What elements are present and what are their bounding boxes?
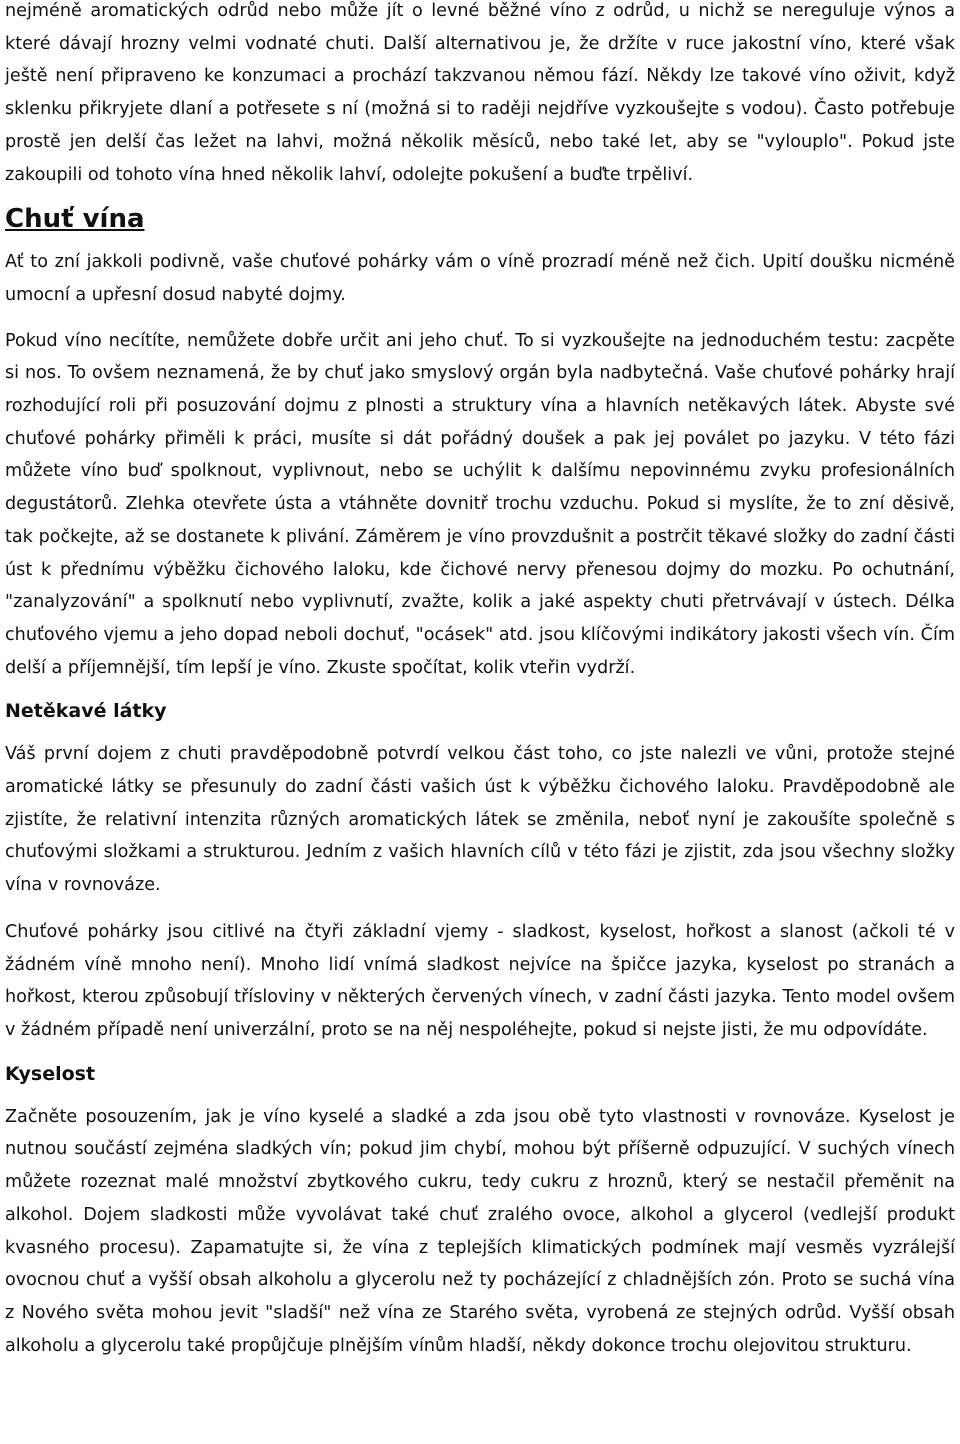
paragraph-gap — [5, 1047, 955, 1058]
paragraph-gap — [5, 727, 955, 738]
nonvolatile-paragraph-2: Chuťové pohárky jsou citlivé na čtyři základní vjemy - sladkost, kyselost, hořkost a slanost (ačkoli té v žádném víně mnoho není). Mnoho lidí vnímá sladkost nejvíce na špičce jazyka, kyselost po stranách a hořkost, kterou způsobují třísloviny v některých červených vínech, v zadní části jazyka. Tento model ovšem v žádném případě není univerzální, proto se na něj nespoléhejte, pokud si nejste jisti, že mu odpovídáte. — [5, 921, 955, 1040]
acidity-paragraph-1: Začněte posouzením, jak je víno kyselé a sladké a zda jsou obě tyto vlastnosti v rovnováze. Kyselost je nutnou součástí zejména sladkých vín; pokud jim chybí, mohou být příšerně odpuzující. V suchých vínech můžete rozeznat malé množství zbytkového cukru, tedy cukru z hroznů, který se nestačil přeměnit na alkohol. Dojem sladkosti může vyvolávat také chuť zralého ovoce, alkohol a glycerol (vedlejší produkt kvasného procesu). Zapamatujte si, že vína z teplejších klimatických podmínek mají vesměs vyzrálejší ovocnou chuť a vyšší obsah alkoholu a glycerolu než ty pocházející z chladnějších zón. Proto se suchá vína z Nového světa mohou jevit "sladší" než vína ze Starého světa, vyrobená ze stejných odrůd. Vyšší obsah alkoholu a glycerolu také propůjčuje plnějším vínům hladší, někdy dokonce trochu olejovitou strukturu. — [5, 1106, 955, 1356]
paragraph-gap — [5, 902, 955, 916]
paragraph-gap — [5, 1090, 955, 1101]
intro-paragraph: nejméně aromatických odrůd nebo může jít o levné běžné víno z odrůd, u nichž se nereguluje výnos a které dávají hrozny velmi vodnaté chuti. Další alternativou je, že držíte v ruce jakostní víno, které však ještě není připraveno ke konzumaci a prochází takzvanou němou fází. Někdy lze takové víno oživit, když sklenku přikryjete dlaní a potřesete s ní (možná si to raději nejdříve vyzkoušejte s vodou). Často potřebuje prostě jen delší čas ležet na lahvi, možná několik měsíců, nebo také let, aby se "vylouplo". Pokud jste zakoupili od tohoto vína hned několik lahví, odolejte pokušení a buďte trpěliví. — [5, 1, 955, 185]
paragraph-gap — [5, 312, 955, 325]
subheading-acidity: Kyselost — [5, 1062, 96, 1085]
section-title-taste: Chuť vína — [5, 204, 145, 235]
taste-paragraph-1: Ať to zní jakkoli podivně, vaše chuťové pohárky vám o víně prozradí méně než čich. Upití doušku nicméně umocní a upřesní dosud nabyté dojmy. — [5, 252, 955, 305]
taste-paragraph-2: Pokud víno necítíte, nemůžete dobře určit ani jeho chuť. To si vyzkoušejte na jednoduchém testu: zacpěte si nos. To ovšem neznamená, že by chuť jako smyslový orgán byla nadbytečná. Vaše chuťové pohárky hrají rozhodující roli při posuzování dojmu z plnosti a struktury vína a hlavních netěkavých látek. Abyste své chuťové pohárky přiměli k práci, musíte si dát pořádný doušek a pak jej poválet po jazyku. V této fázi můžete víno buď spolknout, vyplivnout, nebo se uchýlit k dalšímu nepovinnému zvyku profesionálních degustátorů. Zlehka otevřete ústa a vtáhněte dovnitř trochu vzduchu. Pokud si myslíte, že to zní děsivě, tak počkejte, až se dostanete k plivání. Záměrem je víno provzdušnit a postrčit těkavé složky do zadní části úst k přednímu výběžku čichového laloku, kde čichové nervy přenesou dojmy do mozku. Po ochutnání, "zanalyzování" a spolknutí nebo vyplivnutí, zvažte, kolik a jaké aspekty chuti přetrvávají v ústech. Délka chuťového vjemu a jeho dopad neboli dochuť, "ocásek" atd. jsou klíčovými indikátory jakosti všech vín. Čím delší a příjemnější, tím lepší je víno. Zkuste spočítat, kolik vteřin vydrží. — [5, 330, 955, 678]
nonvolatile-paragraph-1: Váš první dojem z chuti pravděpodobně potvrdí velkou část toho, co jste nalezli ve vůni, protože stejné aromatické látky se přesunuly do zadní části vašich úst k výběžku čichového laloku. Pravděpodobně ale zjistíte, že relativní intenzita různých aromatických látek se změnila, neboť nyní je zakoušíte společně s chuťovými složkami a strukturou. Jedním z vašich hlavních cílů v této fázi je zjistit, zda jsou všechny složky vína v rovnováze. — [5, 744, 955, 896]
paragraph-gap — [5, 684, 955, 695]
subheading-nonvolatile: Netěkavé látky — [5, 700, 167, 723]
